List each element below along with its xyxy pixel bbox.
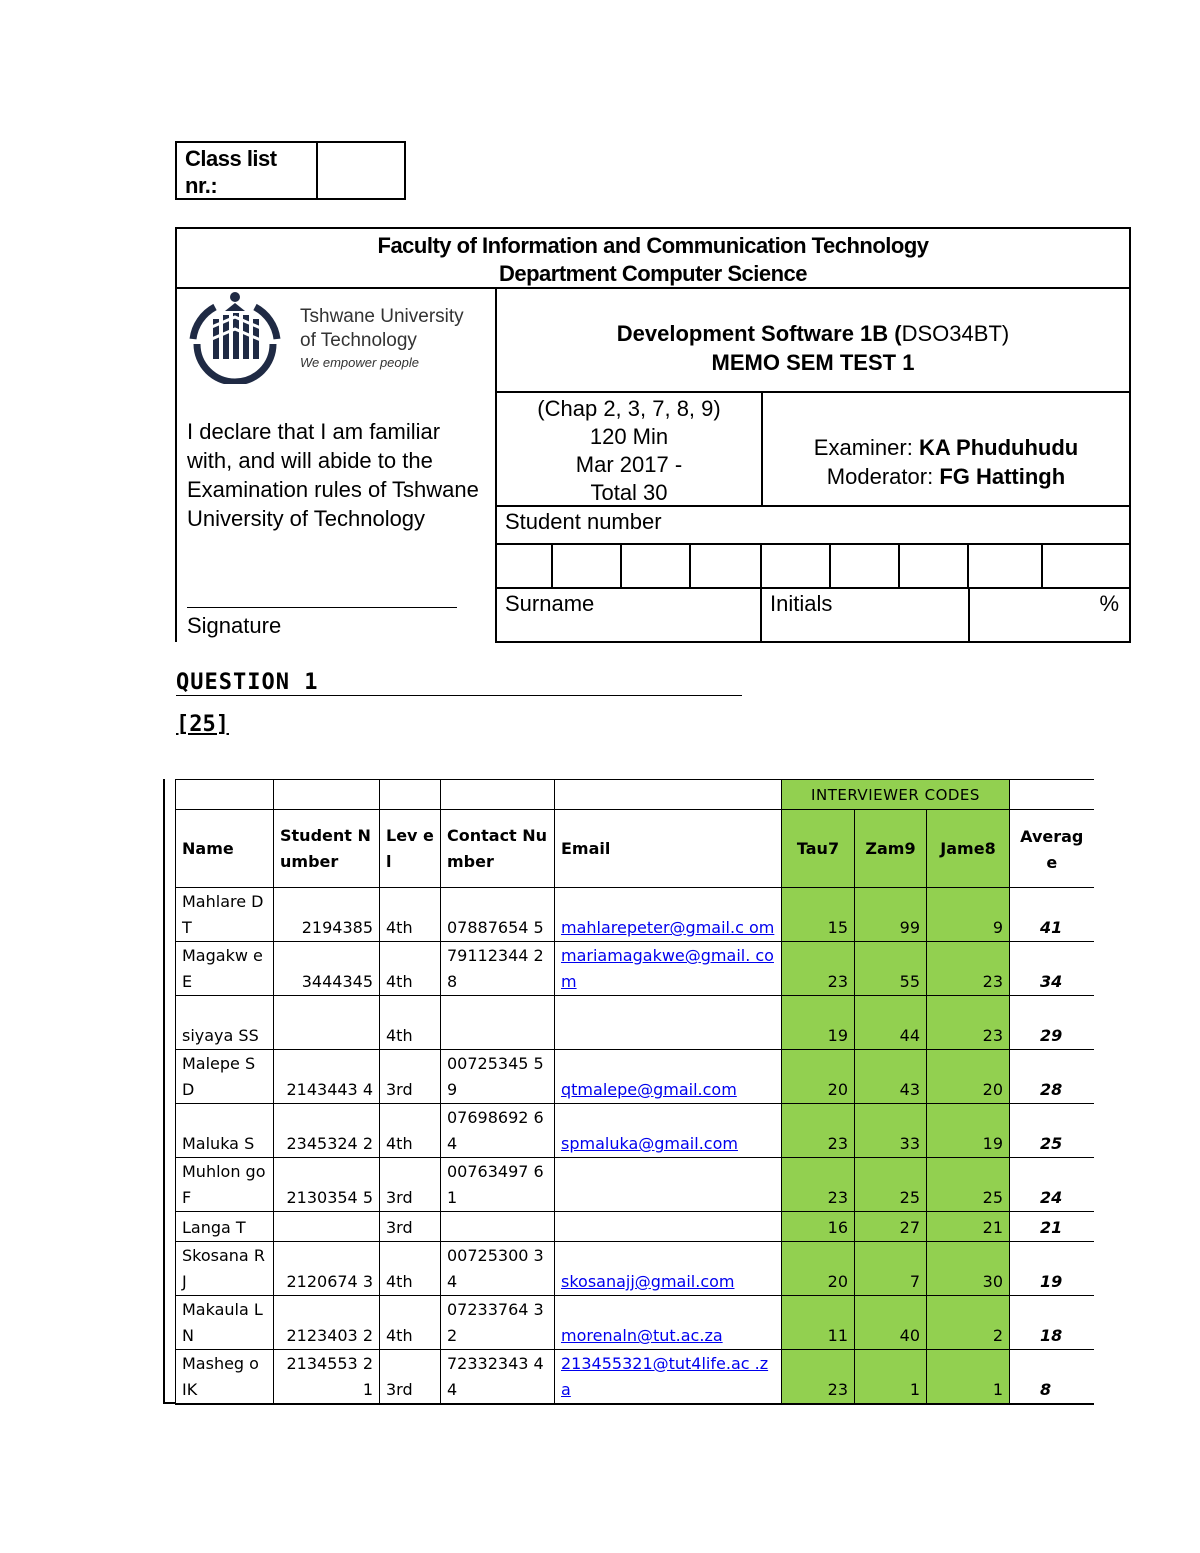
email-link[interactable] — [555, 1212, 782, 1242]
tau7-score-cell: 23 — [782, 1158, 855, 1212]
sheet-border — [163, 779, 175, 1404]
student-number-cell — [274, 1212, 380, 1242]
digit-box[interactable] — [553, 545, 622, 587]
examiner-label: Examiner: — [813, 435, 913, 460]
jame8-score-cell: 21 — [927, 1212, 1010, 1242]
email-link[interactable]: spmaluka@gmail.com — [555, 1104, 782, 1158]
name-cell: Magakw e E — [176, 942, 274, 996]
interviewer-codes-header: INTERVIEWER CODES — [782, 780, 1010, 810]
average-cell: 21 — [1010, 1212, 1094, 1242]
table-row — [176, 1212, 1094, 1242]
jame8-score-cell: 9 — [927, 888, 1010, 942]
table-row — [176, 888, 1094, 942]
email-link[interactable]: qtmalepe@gmail.com — [555, 1050, 782, 1104]
table-row — [176, 1104, 1094, 1158]
column-header-row — [176, 810, 1094, 888]
student-number-cell — [274, 996, 380, 1050]
percent-field[interactable]: % — [1099, 591, 1119, 616]
email-link[interactable]: mariamagakwe@gmail. com — [555, 942, 782, 996]
name-cell: siyaya SS — [176, 996, 274, 1050]
contact-cell: 07887654 5 — [441, 888, 555, 942]
tau7-score-cell: 23 — [782, 1350, 855, 1404]
total-marks: Total 30 — [590, 480, 668, 505]
empty-cell — [380, 780, 441, 810]
test-date: Mar 2017 - — [575, 452, 683, 477]
col-student-number: Student Number — [274, 810, 380, 888]
col-zam9: Zam9 — [855, 810, 927, 888]
university-name — [300, 305, 464, 353]
table-row — [176, 1296, 1094, 1350]
test-details-cell — [497, 393, 763, 507]
average-cell: 18 — [1010, 1296, 1094, 1350]
signature-label: Signature — [187, 613, 282, 638]
average-cell: 24 — [1010, 1158, 1094, 1212]
col-contact: Contact Number — [441, 810, 555, 888]
zam9-score-cell: 1 — [855, 1350, 927, 1404]
question-title: QUESTION 1 — [176, 670, 742, 696]
jame8-score-cell: 1 — [927, 1350, 1010, 1404]
level-cell: 3rd — [380, 1158, 441, 1212]
col-name: Name — [176, 810, 274, 888]
average-cell: 34 — [1010, 942, 1094, 996]
table-row — [176, 1242, 1094, 1296]
class-list-label: Class list nr.: — [177, 143, 318, 198]
digit-box[interactable] — [969, 545, 1043, 587]
course-code: DSO34BT) — [901, 321, 1010, 346]
tut-emblem-icon — [185, 289, 285, 384]
empty-cell — [176, 780, 274, 810]
average-cell: 28 — [1010, 1050, 1094, 1104]
jame8-score-cell: 2 — [927, 1296, 1010, 1350]
level-cell: 4th — [380, 1296, 441, 1350]
contact-cell: 00725345 59 — [441, 1050, 555, 1104]
zam9-score-cell: 40 — [855, 1296, 927, 1350]
course-title-cell — [497, 289, 1129, 393]
tau7-score-cell: 20 — [782, 1050, 855, 1104]
average-cell: 8 — [1010, 1350, 1094, 1404]
table-row — [176, 1050, 1094, 1104]
name-cell: Masheg o IK — [176, 1350, 274, 1404]
student-number-cell: 2134553 21 — [274, 1350, 380, 1404]
email-link[interactable] — [555, 996, 782, 1050]
declaration-panel — [175, 289, 497, 642]
jame8-score-cell: 23 — [927, 942, 1010, 996]
jame8-score-cell: 25 — [927, 1158, 1010, 1212]
zam9-score-cell: 33 — [855, 1104, 927, 1158]
faculty-title: Faculty of Information and Communication Technology — [377, 233, 929, 258]
email-link[interactable] — [555, 1158, 782, 1212]
level-cell: 3rd — [380, 1050, 441, 1104]
course-title: Development Software 1B ( — [616, 321, 902, 346]
initials-field[interactable]: Initials — [762, 589, 970, 641]
zam9-score-cell: 25 — [855, 1158, 927, 1212]
level-cell: 4th — [380, 996, 441, 1050]
table-row — [176, 1158, 1094, 1212]
tau7-score-cell: 23 — [782, 1104, 855, 1158]
class-list-box — [175, 141, 406, 200]
student-number-cell: 2123403 2 — [274, 1296, 380, 1350]
moderator-name: FG Hattingh — [939, 464, 1066, 489]
name-cell: Malepe SD — [176, 1050, 274, 1104]
student-number-cell: 2143443 4 — [274, 1050, 380, 1104]
question-marks: [25] — [176, 712, 229, 737]
digit-box[interactable] — [831, 545, 900, 587]
duration: 120 Min — [589, 424, 669, 449]
table-row — [176, 996, 1094, 1050]
empty-cell — [555, 780, 782, 810]
digit-box[interactable] — [1043, 545, 1129, 587]
email-link[interactable]: mahlarepeter@gmail.c om — [555, 888, 782, 942]
empty-cell — [441, 780, 555, 810]
digit-box[interactable] — [691, 545, 762, 587]
name-cell: Makaula LN — [176, 1296, 274, 1350]
university-logo — [185, 289, 485, 384]
tau7-score-cell: 15 — [782, 888, 855, 942]
department-title: Department Computer Science — [498, 261, 808, 286]
contact-cell: 07698692 64 — [441, 1104, 555, 1158]
digit-box[interactable] — [762, 545, 831, 587]
jame8-score-cell: 20 — [927, 1050, 1010, 1104]
tau7-score-cell: 16 — [782, 1212, 855, 1242]
table-row — [176, 1350, 1094, 1404]
level-cell: 3rd — [380, 1212, 441, 1242]
zam9-score-cell: 99 — [855, 888, 927, 942]
student-number-boxes[interactable] — [497, 545, 1129, 589]
student-number-label: Student number — [497, 507, 1129, 545]
test-info-panel — [495, 287, 1131, 643]
level-cell: 4th — [380, 1104, 441, 1158]
faculty-header — [175, 227, 1131, 289]
empty-cell — [1010, 780, 1094, 810]
memo-title: MEMO SEM TEST 1 — [711, 350, 915, 375]
student-number-cell: 2194385 — [274, 888, 380, 942]
tau7-score-cell: 19 — [782, 996, 855, 1050]
student-number-cell: 2345324 2 — [274, 1104, 380, 1158]
student-number-cell: 2130354 5 — [274, 1158, 380, 1212]
col-average: Averag e — [1010, 810, 1094, 888]
email-link[interactable]: skosanajj@gmail.com — [555, 1242, 782, 1296]
level-cell: 4th — [380, 1242, 441, 1296]
student-number-cell: 3444345 — [274, 942, 380, 996]
name-cell: Mahlare DT — [176, 888, 274, 942]
contact-cell: 00763497 61 — [441, 1158, 555, 1212]
zam9-score-cell: 43 — [855, 1050, 927, 1104]
col-jame8: Jame8 — [927, 810, 1010, 888]
moderator-label: Moderator: — [826, 464, 934, 489]
col-email: Email — [555, 810, 782, 888]
email-link[interactable]: morenaln@tut.ac.za — [555, 1296, 782, 1350]
average-cell: 25 — [1010, 1104, 1094, 1158]
zam9-score-cell: 7 — [855, 1242, 927, 1296]
level-cell: 4th — [380, 888, 441, 942]
digit-box[interactable] — [622, 545, 691, 587]
average-cell: 19 — [1010, 1242, 1094, 1296]
signature-line[interactable] — [187, 607, 457, 608]
chapters: (Chap 2, 3, 7, 8, 9) — [537, 396, 721, 421]
digit-box[interactable] — [497, 545, 553, 587]
zam9-score-cell: 44 — [855, 996, 927, 1050]
surname-field[interactable]: Surname — [497, 589, 762, 641]
name-cell: Muhlon go F — [176, 1158, 274, 1212]
jame8-score-cell: 30 — [927, 1242, 1010, 1296]
jame8-score-cell: 23 — [927, 996, 1010, 1050]
contact-cell — [441, 996, 555, 1050]
university-motto: We empower people — [300, 355, 419, 370]
tau7-score-cell: 23 — [782, 942, 855, 996]
tau7-score-cell: 11 — [782, 1296, 855, 1350]
name-cell: Maluka S — [176, 1104, 274, 1158]
level-cell: 3rd — [380, 1350, 441, 1404]
group-header-row — [176, 780, 1094, 810]
university-name-line2: of Technology — [300, 330, 417, 351]
class-list-value[interactable] — [318, 143, 404, 198]
col-tau7: Tau7 — [782, 810, 855, 888]
jame8-score-cell: 19 — [927, 1104, 1010, 1158]
name-cell: Skosana RJ — [176, 1242, 274, 1296]
name-cell: Langa T — [176, 1212, 274, 1242]
table-row — [176, 942, 1094, 996]
tau7-score-cell: 20 — [782, 1242, 855, 1296]
email-link[interactable]: 213455321@tut4life.ac .za — [555, 1350, 782, 1404]
zam9-score-cell: 27 — [855, 1212, 927, 1242]
contact-cell: 07233764 32 — [441, 1296, 555, 1350]
average-cell: 29 — [1010, 996, 1094, 1050]
average-cell: 41 — [1010, 888, 1094, 942]
interview-sheet — [163, 779, 1094, 1404]
empty-cell — [274, 780, 380, 810]
contact-cell: 00725300 34 — [441, 1242, 555, 1296]
student-number-cell: 2120674 3 — [274, 1242, 380, 1296]
contact-cell — [441, 1212, 555, 1242]
digit-box[interactable] — [900, 545, 969, 587]
university-name-line1: Tshwane University — [300, 306, 464, 327]
interview-table — [175, 779, 1094, 1405]
col-level: Lev el — [380, 810, 441, 888]
level-cell: 4th — [380, 942, 441, 996]
examiner-name: KA Phuduhudu — [918, 435, 1079, 460]
zam9-score-cell: 55 — [855, 942, 927, 996]
declaration-text: I declare that I am familiar with, and will abide to the Examination rules of Tshwane University of Technology — [187, 419, 479, 531]
contact-cell: 72332343 44 — [441, 1350, 555, 1404]
contact-cell: 79112344 28 — [441, 942, 555, 996]
staff-cell — [763, 393, 1129, 507]
